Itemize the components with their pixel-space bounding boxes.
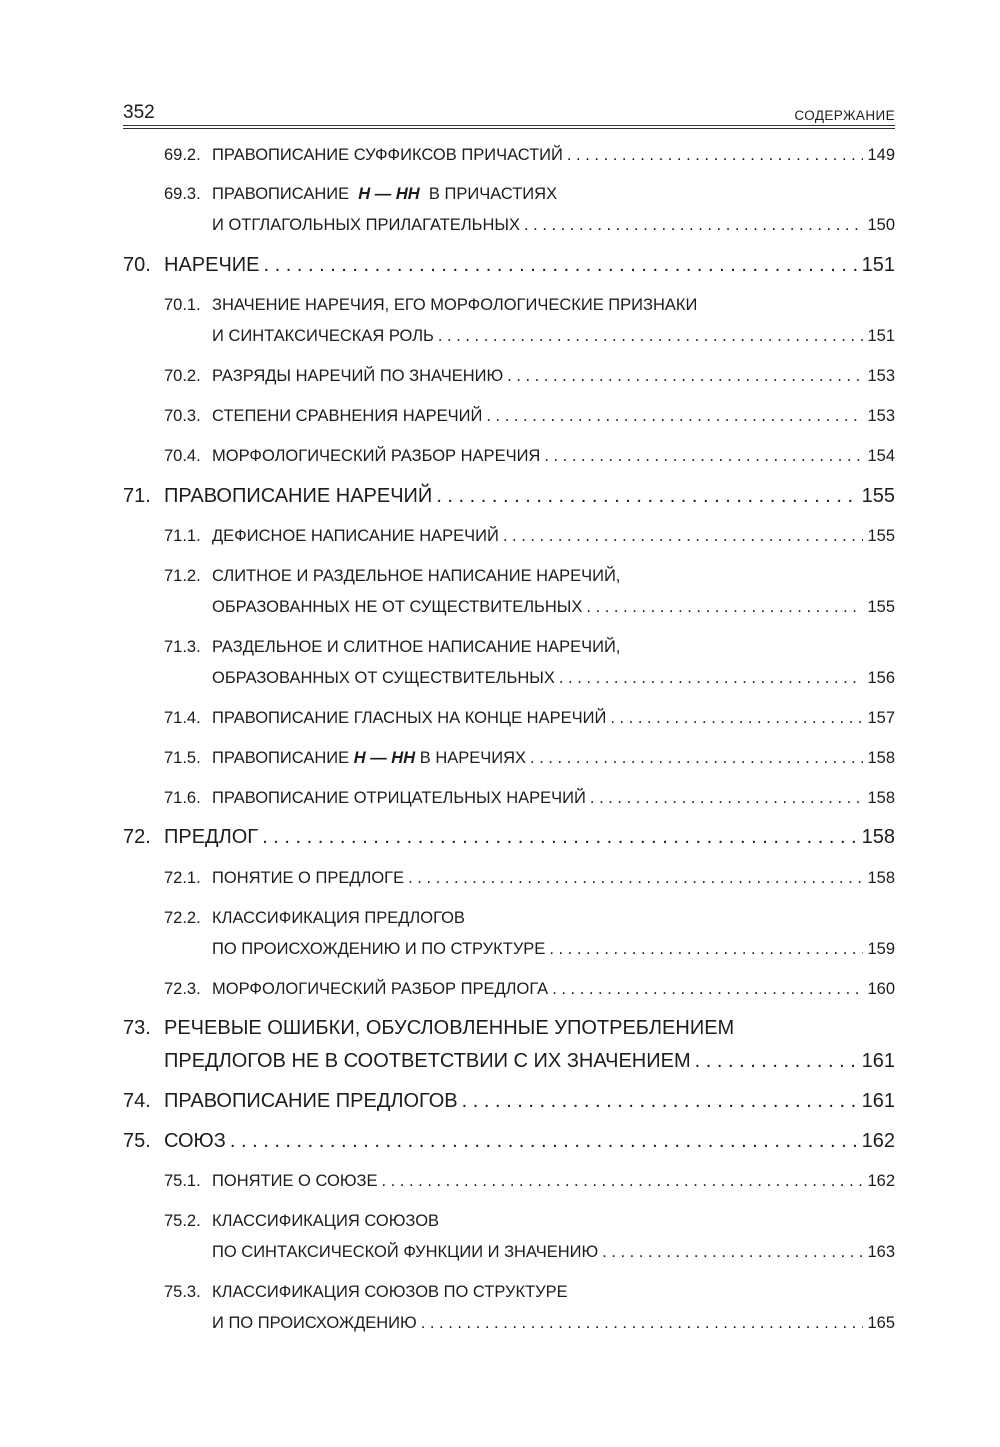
entry-page: 153	[867, 407, 895, 425]
entry-title: МОРФОЛОГИЧЕСКИЙ РАЗБОР ПРЕДЛОГА	[212, 980, 549, 998]
toc-entry-72[interactable]	[123, 824, 895, 850]
entry-title: ПРАВОПИСАНИЕ ПРЕДЛОГОВ	[164, 1090, 458, 1112]
entry-page: 162	[867, 1172, 895, 1190]
entry-title: ЗНАЧЕНИЕ НАРЕЧИЯ, ЕГО МОРФОЛОГИЧЕСКИЕ ПРИЗНАКИ	[212, 296, 698, 314]
entry-title: ДЕФИСНОЕ НАПИСАНИЕ НАРЕЧИЙ	[212, 527, 499, 545]
entry-number: 71.6.	[164, 789, 201, 807]
entry-title: КЛАССИФИКАЦИЯ СОЮЗОВ	[212, 1212, 440, 1230]
leader-dots	[549, 936, 863, 962]
entry-title-cont: И ПО ПРОИСХОЖДЕНИЮ	[212, 1314, 417, 1332]
entry-number: 75.1.	[164, 1172, 201, 1190]
entry-number: 72.2.	[164, 909, 201, 927]
entry-page: 165	[867, 1314, 895, 1332]
entry-number: 71.4.	[164, 709, 201, 727]
leader-dots	[559, 665, 864, 691]
entry-title-cont: И ОТГЛАГОЛЬНЫХ ПРИЛАГАТЕЛЬНЫХ	[212, 216, 520, 234]
entry-title-cont: ОБРАЗОВАННЫХ ОТ СУЩЕСТВИТЕЛЬНЫХ	[212, 669, 555, 687]
leader-dots	[602, 1239, 863, 1265]
entry-title: КЛАССИФИКАЦИЯ ПРЕДЛОГОВ	[212, 909, 465, 927]
entry-page: 153	[867, 367, 895, 385]
entry-title: СЛИТНОЕ И РАЗДЕЛЬНОЕ НАПИСАНИЕ НАРЕЧИЙ,	[212, 567, 621, 585]
page-header	[123, 102, 895, 126]
page-number: 352	[123, 102, 155, 123]
leader-dots	[436, 483, 859, 509]
toc-entry-75-3-cont[interactable]	[123, 1310, 895, 1336]
leader-dots	[567, 142, 864, 168]
header-rule-2	[123, 128, 895, 129]
leader-dots	[262, 824, 860, 850]
leader-dots	[462, 1088, 860, 1114]
toc-entry-71-5[interactable]	[123, 745, 895, 771]
leader-dots	[421, 1310, 864, 1336]
leader-dots	[544, 443, 863, 469]
leader-dots	[382, 1168, 864, 1194]
leader-dots	[408, 865, 863, 891]
entry-title: РАЗРЯДЫ НАРЕЧИЙ ПО ЗНАЧЕНИЮ	[212, 367, 504, 385]
toc-entry-73-cont[interactable]	[123, 1048, 895, 1074]
entry-title: СТЕПЕНИ СРАВНЕНИЯ НАРЕЧИЙ	[212, 407, 483, 425]
entry-title: ПРАВОПИСАНИЕ ГЛАСНЫХ НА КОНЦЕ НАРЕЧИЙ	[212, 709, 607, 727]
toc-entry-71[interactable]	[123, 483, 895, 509]
entry-number: 71.5.	[164, 749, 201, 767]
leader-dots	[610, 705, 863, 731]
entry-page: 149	[867, 146, 895, 164]
toc-entry-75-3[interactable]	[123, 1279, 895, 1305]
toc-entry-75-1[interactable]	[123, 1168, 895, 1194]
entry-title: ПРАВОПИСАНИЕ ОТРИЦАТЕЛЬНЫХ НАРЕЧИЙ	[212, 789, 586, 807]
leader-dots	[695, 1048, 860, 1074]
entry-page: 159	[867, 940, 895, 958]
toc-entry-75[interactable]	[123, 1128, 895, 1154]
leader-dots	[507, 363, 863, 389]
entry-number: 74.	[123, 1090, 151, 1112]
entry-page: 154	[867, 447, 895, 465]
entry-number: 71.	[123, 485, 151, 507]
entry-title-part: ПРАВОПИСАНИЕ	[212, 185, 350, 203]
entry-number: 72.	[123, 826, 151, 848]
toc-entry-71-2-cont[interactable]	[123, 594, 895, 620]
entry-page: 157	[867, 709, 895, 727]
leader-dots	[264, 252, 860, 278]
entry-title-cont: ПО СИНТАКСИЧЕСКОЙ ФУНКЦИИ И ЗНАЧЕНИЮ	[212, 1243, 599, 1261]
leader-dots	[486, 403, 863, 429]
toc-entry-71-2[interactable]	[123, 563, 895, 589]
toc-entry-73[interactable]	[123, 1015, 895, 1041]
entry-title-part: В НАРЕЧИЯХ	[419, 749, 527, 767]
entry-page: 158	[867, 749, 895, 767]
toc-entry-69-2[interactable]	[123, 142, 895, 168]
entry-title: МОРФОЛОГИЧЕСКИЙ РАЗБОР НАРЕЧИЯ	[212, 447, 541, 465]
entry-title: ПОНЯТИЕ О ПРЕДЛОГЕ	[212, 869, 405, 887]
entry-number: 72.1.	[164, 869, 201, 887]
toc-entry-72-3[interactable]	[123, 976, 895, 1002]
entry-page: 160	[867, 980, 895, 998]
toc-entry-70-3[interactable]	[123, 403, 895, 429]
entry-title: РЕЧЕВЫЕ ОШИБКИ, ОБУСЛОВЛЕННЫЕ УПОТРЕБЛЕНИЕМ	[164, 1017, 735, 1039]
running-title: СОДЕРЖАНИЕ	[794, 108, 895, 123]
entry-number: 71.1.	[164, 527, 201, 545]
entry-number: 70.3.	[164, 407, 201, 425]
entry-page: 155	[867, 527, 895, 545]
entry-number: 72.3.	[164, 980, 201, 998]
leader-dots	[530, 745, 863, 771]
entry-number: 70.2.	[164, 367, 201, 385]
toc-entry-70-1-cont[interactable]	[123, 323, 895, 349]
entry-number: 70.4.	[164, 447, 201, 465]
entry-page: 151	[861, 254, 895, 276]
entry-title: СОЮЗ	[164, 1130, 226, 1152]
entry-number: 69.2.	[164, 146, 201, 164]
entry-title-emphasis: Н — НН	[358, 185, 420, 203]
entry-title-cont: И СИНТАКСИЧЕСКАЯ РОЛЬ	[212, 327, 434, 345]
header-rule	[123, 125, 895, 126]
entry-number: 71.2.	[164, 567, 201, 585]
entry-page: 155	[861, 485, 895, 507]
toc-entry-71-1[interactable]	[123, 523, 895, 549]
entry-title-part: ПРАВОПИСАНИЕ	[212, 749, 350, 767]
entry-page: 158	[867, 869, 895, 887]
entry-page: 150	[867, 216, 895, 234]
leader-dots	[230, 1128, 860, 1154]
entry-page: 156	[867, 669, 895, 687]
entry-page: 155	[867, 598, 895, 616]
entry-page: 158	[861, 826, 895, 848]
entry-title-part: В ПРИЧАСТИЯХ	[428, 185, 558, 203]
entry-page: 162	[861, 1130, 895, 1152]
toc-entry-72-1[interactable]	[123, 865, 895, 891]
toc-entry-75-2[interactable]	[123, 1208, 895, 1234]
toc-entry-70[interactable]	[123, 252, 895, 278]
entry-number: 75.3.	[164, 1283, 201, 1301]
entry-number: 75.2.	[164, 1212, 201, 1230]
leader-dots	[590, 785, 864, 811]
entry-title-emphasis: Н — НН	[353, 749, 416, 767]
toc-entry-69-3-cont[interactable]	[123, 212, 895, 238]
entry-title: ПРАВОПИСАНИЕ НАРЕЧИЙ	[164, 485, 433, 507]
entry-title-cont: ОБРАЗОВАННЫХ НЕ ОТ СУЩЕСТВИТЕЛЬНЫХ	[212, 598, 583, 616]
leader-dots	[503, 523, 864, 549]
entry-title-cont: ПРЕДЛОГОВ НЕ В СООТВЕТСТВИИ С ИХ ЗНАЧЕНИЕМ	[164, 1050, 691, 1072]
entry-page: 163	[867, 1243, 895, 1261]
toc-entry-70-2[interactable]	[123, 363, 895, 389]
entry-title: НАРЕЧИЕ	[164, 254, 260, 276]
entry-title-cont: ПО ПРОИСХОЖДЕНИЮ И ПО СТРУКТУРЕ	[212, 940, 546, 958]
entry-number: 75.	[123, 1130, 151, 1152]
leader-dots	[438, 323, 864, 349]
toc-entry-70-1[interactable]	[123, 292, 895, 318]
entry-page: 161	[861, 1090, 895, 1112]
toc-entry-74[interactable]	[123, 1088, 895, 1114]
toc-entry-72-2[interactable]	[123, 905, 895, 931]
entry-number: 73.	[123, 1017, 151, 1039]
entry-number: 71.3.	[164, 638, 201, 656]
entry-number: 70.1.	[164, 296, 201, 314]
toc-entry-69-3[interactable]	[123, 181, 895, 207]
entry-title: РАЗДЕЛЬНОЕ И СЛИТНОЕ НАПИСАНИЕ НАРЕЧИЙ,	[212, 638, 621, 656]
leader-dots	[552, 976, 863, 1002]
entry-title: ПОНЯТИЕ О СОЮЗЕ	[212, 1172, 378, 1190]
entry-number: 69.3.	[164, 185, 201, 203]
entry-page: 158	[867, 789, 895, 807]
leader-dots	[524, 212, 863, 238]
entry-title: КЛАССИФИКАЦИЯ СОЮЗОВ ПО СТРУКТУРЕ	[212, 1283, 568, 1301]
toc-entry-71-3[interactable]	[123, 634, 895, 660]
entry-number: 70.	[123, 254, 151, 276]
toc-entry-71-3-cont[interactable]	[123, 665, 895, 691]
toc-entry-70-4[interactable]	[123, 443, 895, 469]
entry-page: 161	[861, 1050, 895, 1072]
entry-title: ПРАВОПИСАНИЕ СУФФИКСОВ ПРИЧАСТИЙ	[212, 146, 563, 164]
toc-entry-75-2-cont[interactable]	[123, 1239, 895, 1265]
toc-entry-71-4[interactable]	[123, 705, 895, 731]
entry-page: 151	[867, 327, 895, 345]
toc-entry-71-6[interactable]	[123, 785, 895, 811]
entry-title: ПРЕДЛОГ	[164, 826, 259, 848]
toc-entry-72-2-cont[interactable]	[123, 936, 895, 962]
leader-dots	[586, 594, 863, 620]
